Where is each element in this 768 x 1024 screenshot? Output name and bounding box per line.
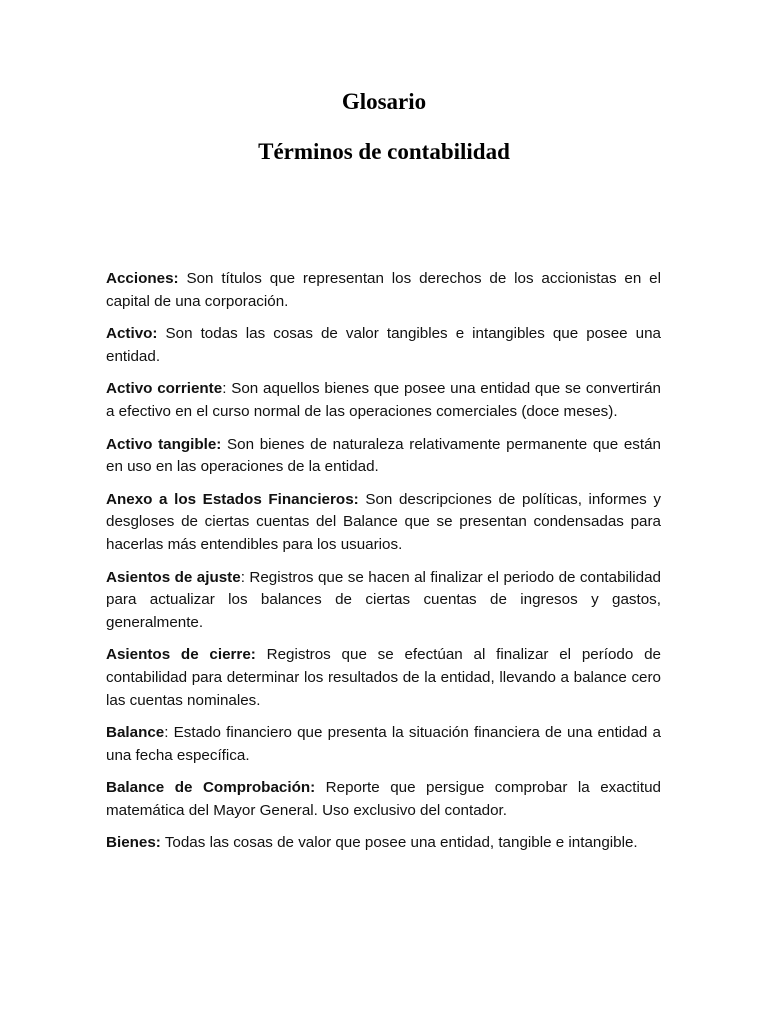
glossary-term: Bienes: <box>106 834 161 852</box>
glossary-entry <box>106 644 661 712</box>
glossary-definition: : Registros que se hacen al finalizar el periodo de contabilidad para actualizar los balances de ciertas cuentas de ingresos y gastos, generalmente. <box>106 568 661 631</box>
glossary-entry <box>106 832 661 855</box>
page-title: Glosario <box>341 89 427 114</box>
glossary-entry <box>106 323 661 368</box>
glossary-term: Activo: <box>106 325 158 343</box>
glossary-entry <box>106 489 661 557</box>
glossary-definition: : Estado financiero que presenta la situación financiera de una entidad a una fecha específica. <box>106 724 661 764</box>
glossary-term: Activo tangible: <box>106 435 222 453</box>
glossary-term: Balance de Comprobación: <box>106 779 316 797</box>
glossary-definition: Son bienes de naturaleza relativamente permanente que están en uso en las operaciones de la entidad. <box>106 435 661 476</box>
glossary-term: Balance <box>106 724 165 742</box>
glossary-term: Anexo a los Estados Financieros: <box>106 490 359 508</box>
glossary-entry <box>106 777 661 822</box>
glossary-definition: Son todas las cosas de valor tangibles e intangibles que posee una entidad. <box>106 325 661 365</box>
glossary-definition: Son descripciones de políticas, informes y desgloses de ciertas cuentas del Balance que se presentan condensadas para hacerlas más entendibles para los usuarios. <box>106 490 661 553</box>
glossary-definition: Reporte que persigue comprobar la exactitud matemática del Mayor General. Uso exclusivo del contador. <box>106 779 661 819</box>
glossary-term: Acciones: <box>106 270 179 287</box>
glossary-definition: Todas las cosas de valor que posee una entidad, tangible e intangible. <box>160 834 638 852</box>
glossary-entry <box>106 722 661 767</box>
glossary-term: Asientos de cierre: <box>106 646 256 664</box>
page-subtitle: Términos de contabilidad <box>258 139 510 164</box>
glossary-list <box>106 268 661 865</box>
glossary-definition: : Son aquellos bienes que posee una entidad que se convertirán a efectivo en el curso normal de las operaciones comerciales (doce meses). <box>106 380 661 420</box>
glossary-entry <box>106 378 661 423</box>
glossary-entry <box>106 567 661 635</box>
glossary-definition: Registros que se efectúan al finalizar el período de contabilidad para determinar los resultados de la entidad, llevando a balance cero las cuentas nominales. <box>106 646 661 709</box>
glossary-entry <box>106 268 661 313</box>
glossary-term: Asientos de ajuste <box>106 568 241 586</box>
glossary-definition: Son títulos que representan los derechos de los accionistas en el capital de una corporación. <box>106 270 661 310</box>
glossary-entry <box>106 434 661 479</box>
glossary-term: Activo corriente <box>106 380 223 398</box>
title-block <box>0 88 768 166</box>
